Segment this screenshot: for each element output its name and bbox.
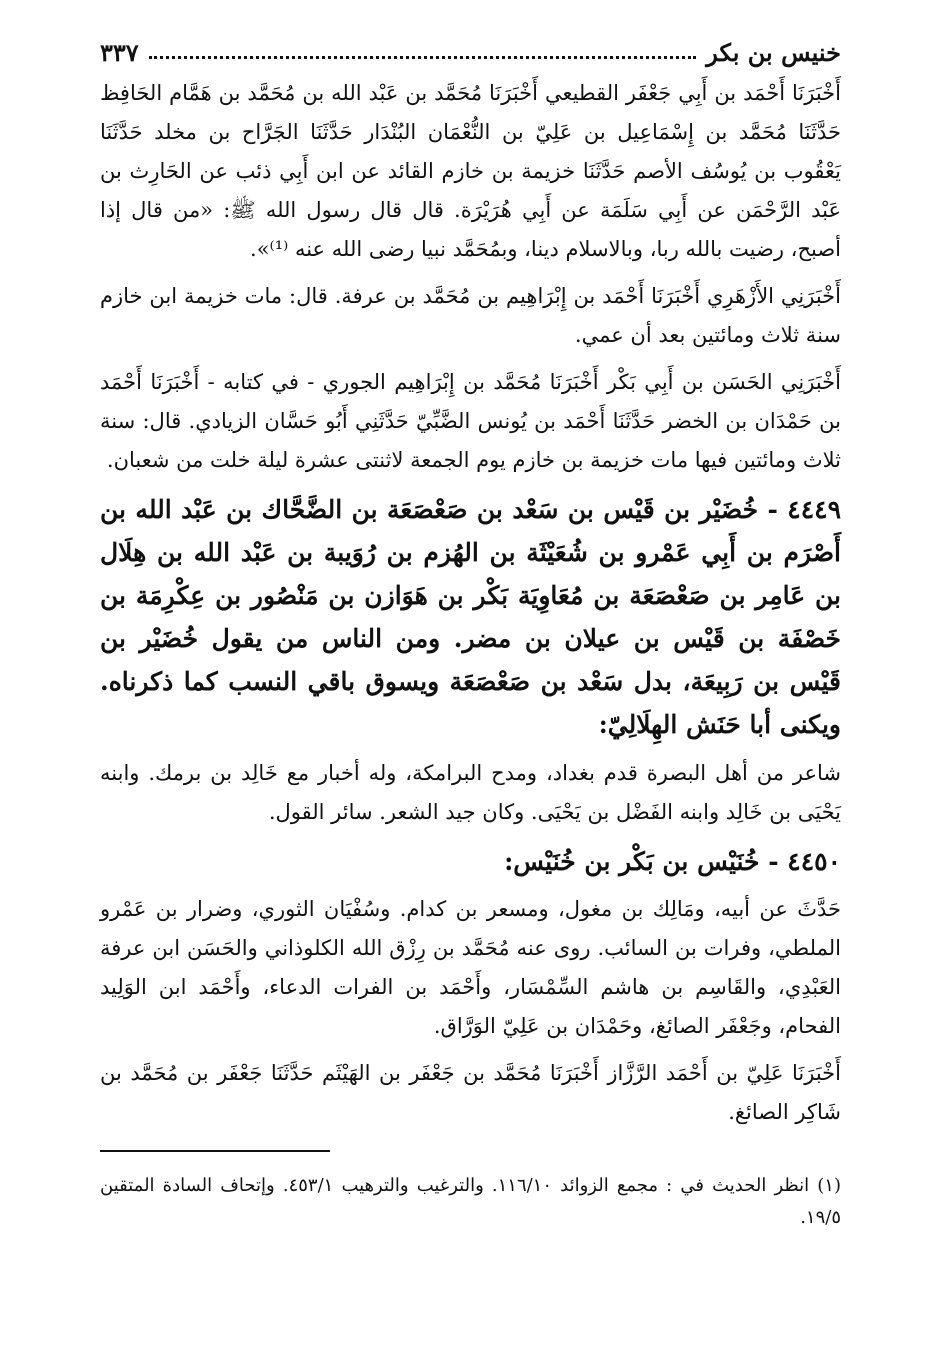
paragraph-isnad-2: أَخْبَرَنِي الأَزْهَرِي أَخْبَرَنَا أَحْمَد بن إِبْرَاهِيم بن مُحَمَّد بن عرفة. قال: مات خزيمة ابن خازم سنة ثلاث ومائتين بعد أن عمي. <box>100 284 841 347</box>
entry-4450-heading: ٤٤٥٠ - خُنَيْس بن بَكْر بن خُنَيْس: <box>504 847 841 876</box>
footnote-separator <box>100 1150 330 1152</box>
paragraph-isnad-1: أَخْبَرَنَا أَحْمَد بن أَبِي جَعْفَر القطيعي أَخْبَرَنَا مُحَمَّد بن عَبْد الله بن مُحَمَّد بن هَمَّام الحَافِظ حَدَّثَنَا مُحَمَّد بن إِسْمَاعِيل بن عَلِيّ بن النُّعْمَان البُنْدَار حَدَّثَنَا الجَرَّاح بن مخلد حَدَّثَنَا يَعْقُوب بن يُوسُف الأصم حَدَّثَنَا خزيمة بن خازم القائد عن ابن أَبِي ذئب عن الحَارِث بن عَبْد الرَّحْمَن عن أَبِي سَلَمَة عن أَبِي هُرَيْرَة. قال قال رسول الله ﷺ: «من قال إذا أصبح، رضيت بالله ربا، وبالاسلام دينا، وبمُحَمَّد نبيا رضى الله عنه ⁽¹⁾». <box>100 81 841 261</box>
paragraph-isnad-4450: أَخْبَرَنَا عَلِيّ بن أَحْمَد الرَّزَّاز أَخْبَرَنَا مُحَمَّد بن جَعْفَر بن الهَيْثَم حَدَّثَنَا جَعْفَر بن مُحَمَّد بن شَاكِر الصائغ. <box>100 1061 841 1124</box>
paragraph-biography-4450: حَدَّثَ عن أبيه، ومَالِك بن مغول، ومسعر بن كدام. وسُفْيَان الثوري، وضرار بن عَمْرو الملطي، وفرات بن السائب. روى عنه مُحَمَّد بن رِزْق الله الكلوذاني والحَسَن ابن عرفة العَبْدِي، والقَاسِم بن هاشم السِّمْسَار، وأَحْمَد بن الفرات الدعاء، وأَحْمَد ابن الوَلِيد الفحام، وجَعْفَر الصائغ، وحَمْدَان بن عَلِيّ الوَرَّاق. <box>100 897 841 1038</box>
paragraph-biography-4449: شاعر من أهل البصرة قدم بغداد، ومدح البرامكة، وله أخبار مع خَالِد بن برمك. وابنه يَحْيَى بن خَالِد وابنه الفَضْل بن يَحْيَى. وكان جيد الشعر. سائر القول. <box>100 761 841 824</box>
leader-dots <box>149 42 697 59</box>
entry-4449: ٤٤٤٩ - خُضَيْر بن قَيْس بن سَعْد بن صَعْصَعَة بن الضَّحَّاك بن عَبْد الله بن أَصْرَم بن أَبِي عَمْرو بن شُعَيْثَة بن الهُزم بن رُوَيبة بن عَبْد الله بن هِلَال بن عَامِر بن صَعْصَعَة بن مُعَاوِيَة بَكْر بن هَوَازن بن مَنْصُور بن عِكْرِمَة بن خَصْفَة بن قَيْس بن عيلان بن مضر. ومن الناس من يقول خُضَيْر بن قَيْس بن رَبِيعَة، بدل سَعْد بن صَعْصَعَة ويسوق باقي النسب كما ذكرناه. ويكنى أبا حَنَش الهِلَالِيّ: <box>100 495 841 739</box>
page-header <box>100 30 841 74</box>
running-title: خنيس بن بكر <box>706 37 841 67</box>
page-number: ٣٣٧ <box>100 37 139 67</box>
paragraph-isnad-3: أَخْبَرَنِي الحَسَن بن أَبِي بَكْر أَخْبَرَنَا مُحَمَّد بن إِبْرَاهِيم الجوري - في كتابه - أَخْبَرَنَا أَحْمَد بن حَمْدَان بن الخضر حَدَّثَنَا أَحْمَد بن يُونس الضَّبِّيّ حَدَّثَنِي أَبُو حَسَّان الزيادي. قال: سنة ثلاث ومائتين فيها مات خزيمة بن خازم يوم الجمعة لاثنتى عشرة ليلة خلت من شعبان. <box>100 370 841 472</box>
footnote: (١) انظر الحديث في : مجمع الزوائد ١١٦/١٠. والترغيب والترهيب ٤٥٣/١. وإتحاف السادة المتقين ١٩/٥. <box>100 1175 841 1228</box>
